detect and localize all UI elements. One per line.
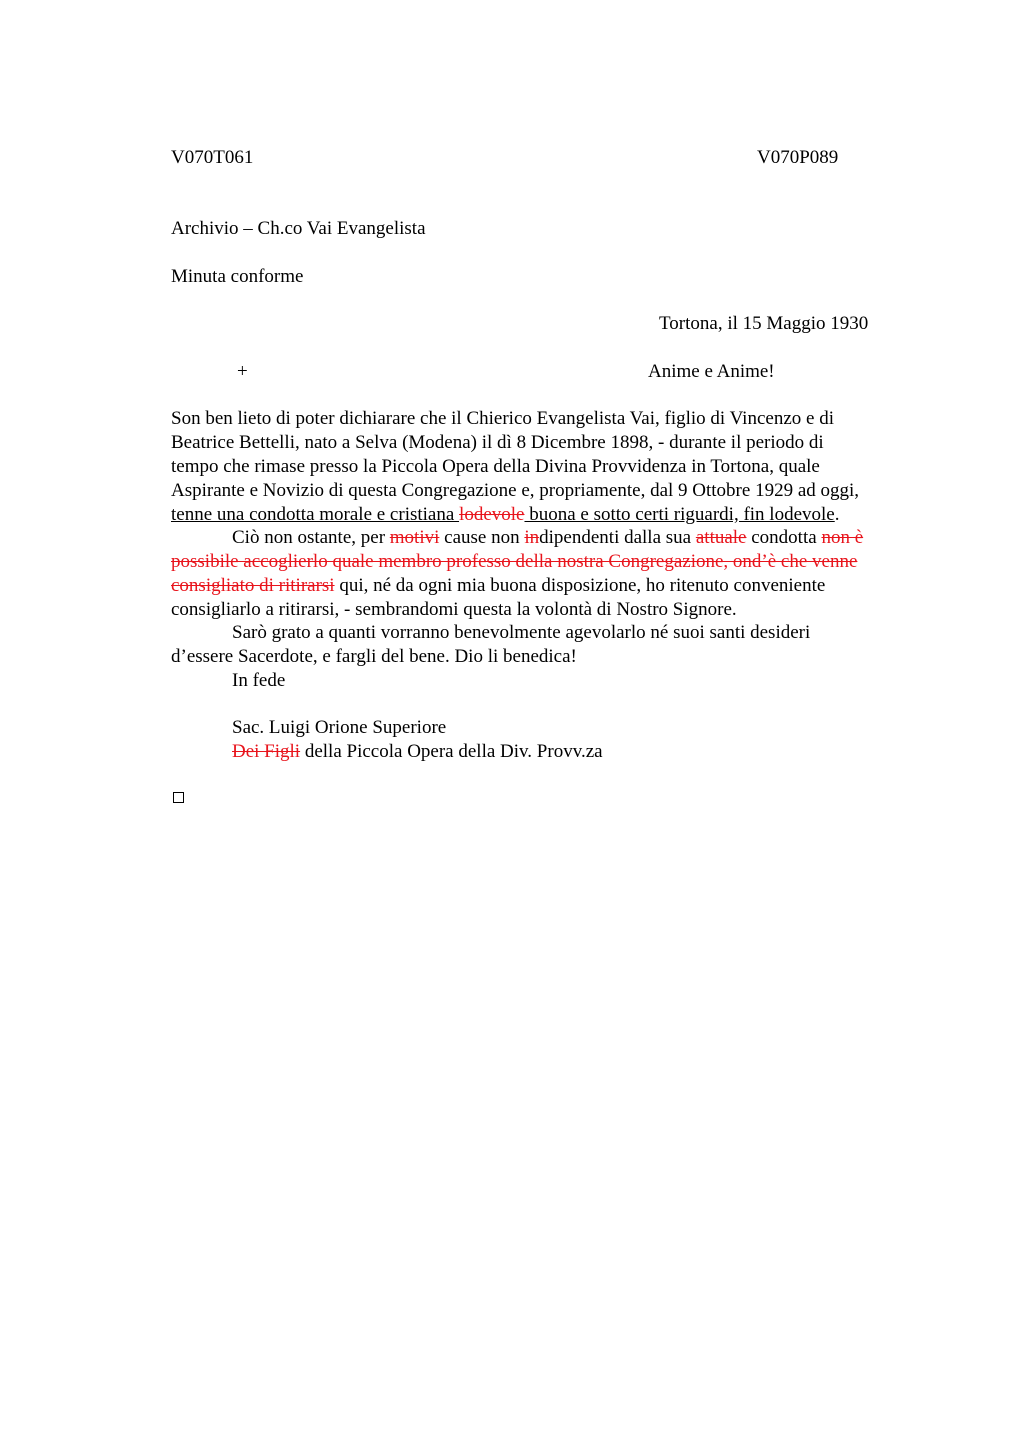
paragraph1-line1: Son ben lieto di poter dichiarare che il Chierico Evangelista Vai, figlio di Vincenzo e di [171, 408, 834, 429]
paragraph2-line3 [171, 574, 825, 598]
closing: In fede [232, 670, 286, 691]
paragraph2-line1 [232, 526, 863, 550]
deleted-word: in [524, 527, 540, 548]
signature-name: Sac. Luigi Orione Superiore [232, 717, 447, 738]
deleted-word: non è [821, 527, 864, 548]
paragraph2-line2 [171, 550, 857, 574]
underlined-text-b: buona e sotto certi riguardi, fin lodevole [524, 504, 835, 525]
text-segment: cause non [439, 527, 525, 548]
text-segment: Ciò non ostante, per [232, 527, 390, 548]
place-date: Tortona, il 15 Maggio 1930 [659, 313, 869, 334]
archive-line: Archivio – Ch.co Vai Evangelista [171, 218, 426, 239]
paragraph1-line5 [171, 503, 839, 527]
motto: Anime e Anime! [648, 361, 775, 382]
doc-code-right: V070P089 [757, 147, 839, 168]
text-segment: dipendenti dalla sua [539, 527, 696, 548]
deleted-word: motivi [389, 527, 440, 548]
end-square-mark [173, 792, 184, 803]
paragraph1-line4: Aspirante e Novizio di questa Congregazione e, propriamente, dal 9 Ottobre 1929 ad oggi, [171, 480, 860, 501]
paragraph3-line2: d’essere Sacerdote, e fargli del bene. Dio li benedica! [171, 646, 577, 667]
text-segment: qui, né da ogni mia buona disposizione, ho ritenuto conveniente [334, 575, 826, 596]
text-segment: della Piccola Opera della Div. Provv.za [300, 741, 603, 762]
deleted-word: lodevole [459, 504, 525, 525]
deleted-word: attuale [695, 527, 747, 548]
cross-mark: + [237, 361, 248, 382]
paragraph1-line2: Beatrice Bettelli, nato a Selva (Modena) il dì 8 Dicembre 1898, - durante il periodo di [171, 432, 824, 453]
paragraph3-line1: Sarò grato a quanti vorranno benevolmente agevolarlo né suoi santi desideri [232, 622, 811, 643]
text-segment: condotta [746, 527, 822, 548]
minute-line: Minuta conforme [171, 266, 304, 287]
doc-code-left: V070T061 [171, 147, 254, 168]
underlined-text-a: tenne una condotta morale e cristiana [171, 504, 460, 525]
paragraph2-line4: consigliarlo a ritirarsi, - sembrandomi questa la volontà di Nostro Signore. [171, 599, 737, 620]
period: . [834, 504, 840, 525]
deleted-line: possibile accoglierlo quale membro professo della nostra Congregazione, ond’è che venne [171, 551, 858, 572]
signature-title [232, 740, 603, 764]
deleted-phrase: consigliato di ritirarsi [171, 575, 335, 596]
deleted-phrase: Dei Figli [232, 741, 301, 762]
paragraph1-line3: tempo che rimase presso la Piccola Opera della Divina Provvidenza in Tortona, quale [171, 456, 820, 477]
